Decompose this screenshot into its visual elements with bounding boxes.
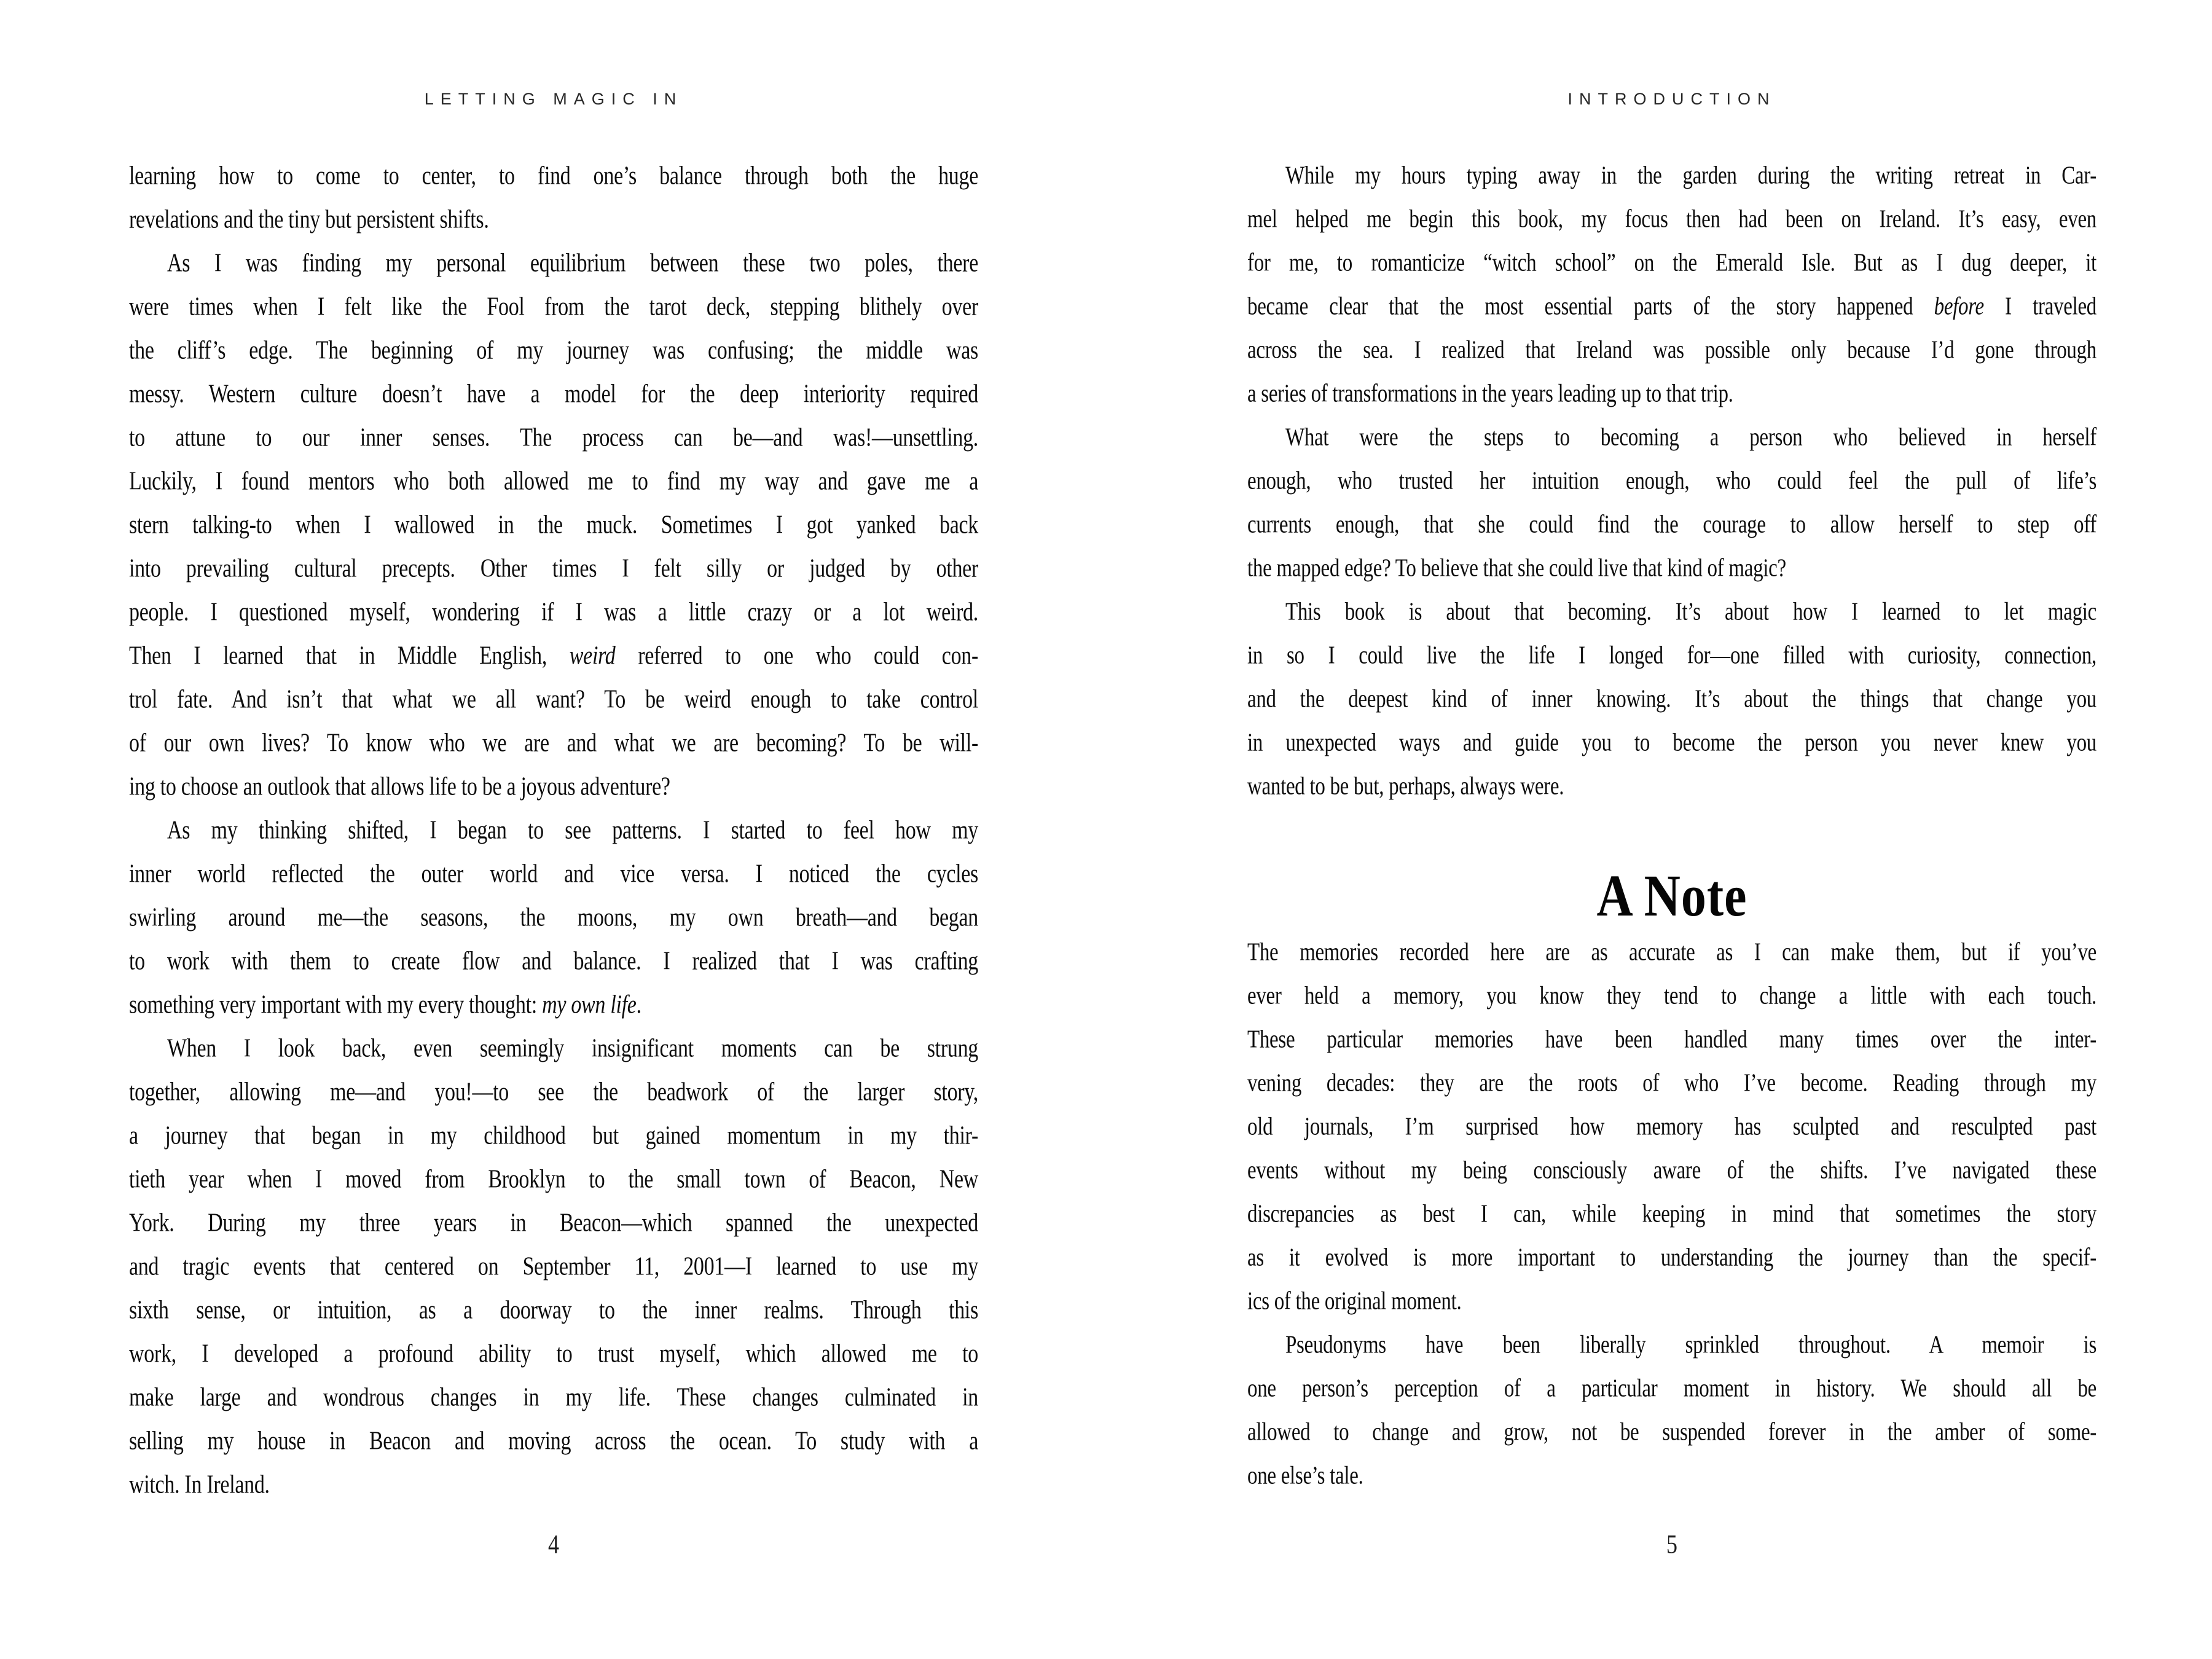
running-head-right: INTRODUCTION [1567,90,1776,108]
text-line: the cliff’s edge. The beginning of my journey was confusing; the middle was [129,336,978,365]
text-line: people. I questioned myself, wondering if I was a little crazy or a lot weird. [129,598,978,627]
text-line: became clear that the most essential parts of the story happened before I traveled [1247,292,2096,321]
paragraph [1247,417,2096,591]
text-line: This book is about that becoming. It’s about how I learned to let magic [1285,598,2096,626]
text-line: something very important with my every thought: my own life. [129,990,641,1019]
text-line: sixth sense, or intuition, as a doorway to the inner realms. Through this [129,1296,978,1325]
text-line: What were the steps to becoming a person who believed in herself [1285,423,2096,452]
text-line: Pseudonyms have been liberally sprinkled throughout. A memoir is [1285,1331,2096,1359]
text-line: a series of transformations in the years leading up to that trip. [1247,380,1733,408]
text-line: mel helped me begin this book, my focus then had been on Ireland. It’s easy, even [1247,205,2096,233]
text-line: in so I could live the life I longed for—one filled with curiosity, connection, [1247,641,2096,670]
text-line: selling my house in Beacon and moving across the ocean. To study with a [129,1427,978,1456]
paragraph [1247,591,2096,809]
text-line: trol fate. And isn’t that what we all want? To be weird enough to take control [129,685,978,714]
text-line: stern talking-to when I wallowed in the muck. Sometimes I got yanked back [129,511,978,539]
text-line: As I was finding my personal equilibrium between these two poles, there [167,249,978,278]
text-line: ing to choose an outlook that allows life to be a joyous adventure? [129,772,670,801]
text-column-right-bottom [1247,931,2096,1499]
text-line: and tragic events that centered on September 11, 2001—I learned to use my [129,1252,978,1281]
paragraph [1247,1324,2096,1499]
text-line: swirling around me—the seasons, the moons, my own breath—and began [129,903,978,932]
text-line: learning how to come to center, to find one’s balance through both the huge [129,162,978,190]
text-line: messy. Western culture doesn’t have a model for the deep interiority required [129,380,978,409]
text-line: make large and wondrous changes in my life. These changes culminated in [129,1383,978,1412]
text-line: for me, to romanticize “witch school” on the Emerald Isle. But as I dug deeper, it [1247,249,2096,277]
paragraph [129,155,978,242]
text-line: York. During my three years in Beacon—which spanned the unexpected [129,1209,978,1237]
text-line: ever held a memory, you know they tend to change a little with each touch. [1247,982,2096,1010]
text-line: Then I learned that in Middle English, weird referred to one who could con- [129,641,978,670]
text-line: enough, who trusted her intuition enough, who could feel the pull of life’s [1247,467,2096,495]
page-number-left: 4 [548,1529,559,1559]
text-line: When I look back, even seemingly insignificant moments can be strung [167,1034,978,1063]
paragraph [129,1027,978,1507]
paragraph [1247,931,2096,1324]
text-line: inner world reflected the outer world and vice versa. I noticed the cycles [129,860,978,888]
text-line: old journals, I’m surprised how memory has sculpted and resculpted past [1247,1113,2096,1141]
text-line: and the deepest kind of inner knowing. It’s about the things that change you [1247,685,2096,713]
text-line: events without my being consciously aware of the shifts. I’ve navigated these [1247,1156,2096,1185]
page-number-right: 5 [1666,1529,1677,1559]
text-line: of our own lives? To know who we are and what we are becoming? To be will- [129,729,978,758]
text-line: into prevailing cultural precepts. Other times I felt silly or judged by other [129,554,978,583]
text-line: These particular memories have been handled many times over the inter- [1247,1026,2096,1054]
text-line: one else’s tale. [1247,1462,1363,1490]
text-line: to attune to our inner senses. The process can be—and was!—unsettling. [129,423,978,452]
text-line: one person’s perception of a particular moment in history. We should all be [1247,1375,2096,1403]
text-line: as it evolved is more important to understanding the journey than the specif- [1247,1244,2096,1272]
text-line: wanted to be but, perhaps, always were. [1247,772,1564,801]
text-line: tieth year when I moved from Brooklyn to the small town of Beacon, New [129,1165,978,1194]
paragraph [129,242,978,809]
text-line: vening decades: they are the roots of who I’ve become. Reading through my [1247,1069,2096,1097]
text-line: the mapped edge? To believe that she could live that kind of magic? [1247,554,1786,582]
text-line: revelations and the tiny but persistent shifts. [129,205,489,234]
paragraph [1247,155,2096,417]
text-line: work, I developed a profound ability to trust myself, which allowed me to [129,1339,978,1368]
text-line: across the sea. I realized that Ireland was possible only because I’d gone through [1247,336,2096,364]
text-line: ics of the original moment. [1247,1287,1462,1316]
text-line: The memories recorded here are as accurate as I can make them, but if you’ve [1247,938,2096,967]
running-head-left: LETTING MAGIC IN [424,90,683,108]
text-column-right-top [1247,155,2096,809]
text-line: discrepancies as best I can, while keeping in mind that sometimes the story [1247,1200,2096,1228]
paragraph [129,809,978,1027]
page-right [1106,0,2212,1659]
text-line: Luckily, I found mentors who both allowed me to find my way and gave me a [129,467,978,496]
text-line: While my hours typing away in the garden during the writing retreat in Car- [1285,162,2096,190]
text-line: were times when I felt like the Fool from the tarot deck, stepping blithely over [129,292,978,321]
text-line: together, allowing me—and you!—to see the beadwork of the larger story, [129,1078,978,1107]
text-line: currents enough, that she could find the courage to allow herself to step off [1247,511,2096,539]
text-line: a journey that began in my childhood but gained momentum in my thir- [129,1121,978,1150]
section-heading-a-note: A Note [1596,862,1747,929]
text-line: allowed to change and grow, not be suspended forever in the amber of some- [1247,1418,2096,1446]
text-column-left [129,155,978,1507]
text-line: in unexpected ways and guide you to become the person you never knew you [1247,729,2096,757]
text-line: witch. In Ireland. [129,1470,270,1499]
text-line: to work with them to create flow and balance. I realized that I was crafting [129,947,978,976]
text-line: As my thinking shifted, I began to see patterns. I started to feel how my [167,816,978,845]
